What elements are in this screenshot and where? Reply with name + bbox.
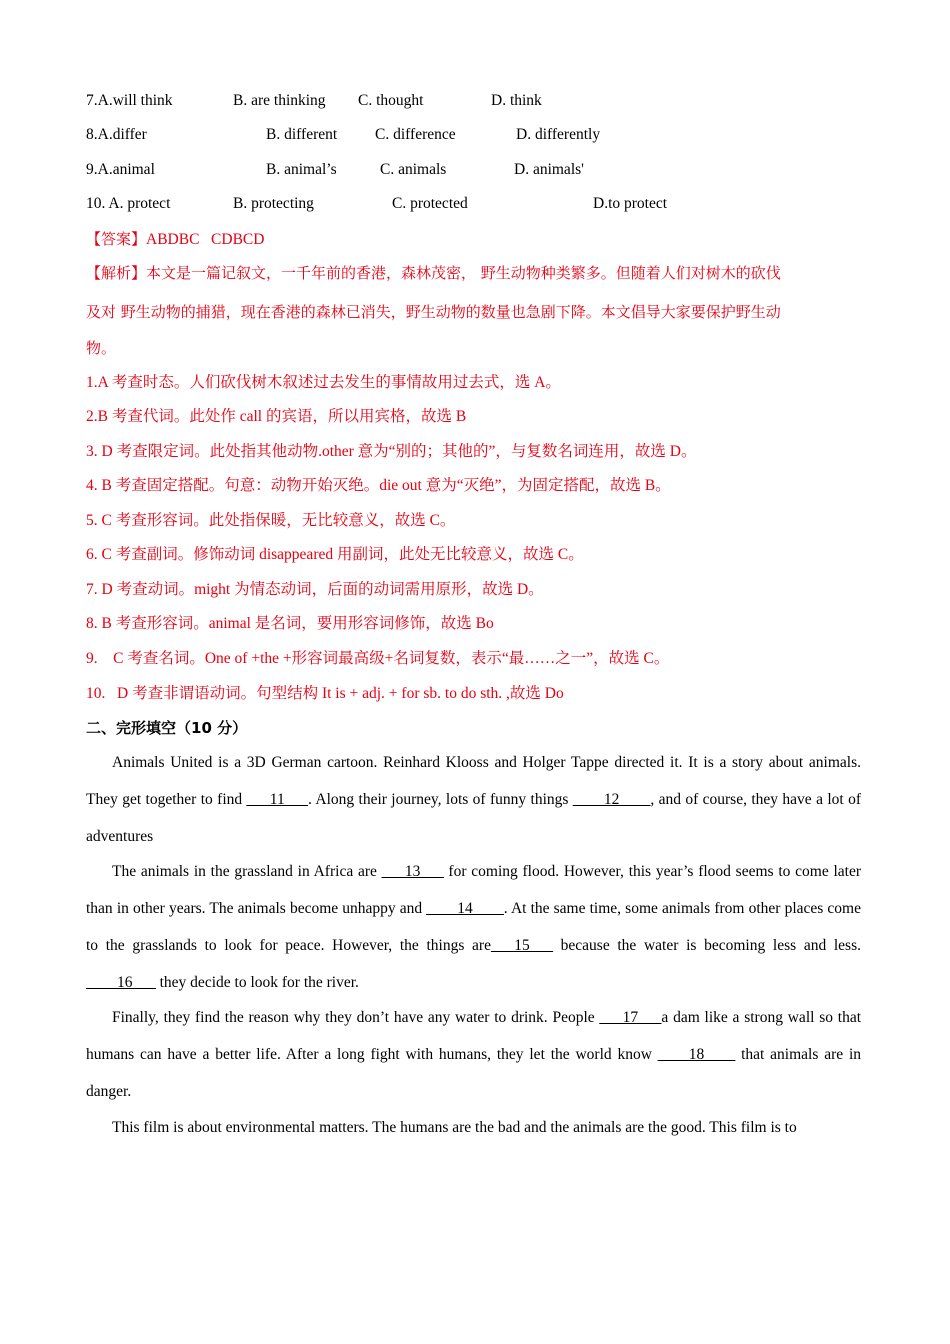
blank-18: ____18____ — [657, 1046, 736, 1063]
option-d: D. animals' — [514, 161, 584, 178]
explanation-10: 10. D 考查非谓语动词。句型结构 It is + adj. + for sb. to do sth. ,故选 Do — [86, 685, 564, 702]
passage-paragraph-1: Animals United is a 3D German cartoon. Reinhard Klooss and Holger Tappe directed it. It is a story about animals. They get together to find ___11___. Along their journey, lots of funny things ____12____, and of course, they have a lot of adventures — [86, 754, 861, 845]
explanation-6: 6. C 考查副词。修饰动词 disappeared 用副词，此处无比较意义，故选 C。 — [86, 546, 584, 563]
section-title: 二、完形填空（10 分） — [86, 719, 248, 737]
analysis-line-3: 物。 — [86, 339, 117, 357]
explanation-2: 2.B 考查代词。此处作 call 的宾语，所以用宾格，故选 B — [86, 408, 467, 425]
option-c: C. thought — [358, 92, 424, 109]
option-d: D. differently — [516, 126, 601, 143]
option-b: B. different — [266, 126, 338, 143]
explanation-4: 4. B 考查固定搭配。句意：动物开始灭绝。die out 意为“灭绝”，为固定搭配，故选 B。 — [86, 477, 671, 494]
passage-paragraph-4: This film is about environmental matters. The humans are the bad and the animals are the good. This film is to — [112, 1119, 797, 1136]
option-a: 10. A. protect — [86, 195, 171, 212]
option-d: D. think — [491, 92, 542, 109]
analysis-line-1: 【解析】本文是一篇记叙文，一千年前的香港，森林茂密， 野生动物种类繁多。但随着人们对树木的砍伐 — [86, 264, 781, 282]
answer-label: 【答案】 — [86, 230, 147, 248]
passage-paragraph-2: The animals in the grassland in Africa are ___13___ for coming flood. However, this year’s flood seems to come later than in other years. The animals become unhappy and ____14____. At the same time, some animals from other places come to the grasslands to look for peace. However, the things are___15___ because the water is becoming less and less. ____16___ they decide to look for the river. — [86, 863, 861, 991]
blank-17: ___17___ — [599, 1009, 662, 1026]
explanation-3: 3. D 考查限定词。此处指其他动物.other 意为“别的；其他的”，与复数名词连用，故选 D。 — [86, 443, 697, 460]
blank-13: ___13___ — [381, 863, 444, 880]
option-a: 9.A.animal — [86, 161, 155, 178]
option-a: 7.A.will think — [86, 92, 173, 109]
blank-12: ____12____ — [572, 791, 651, 808]
answer-key — [86, 229, 264, 250]
analysis-line-2: 及对 野生动物的捕猎，现在香港的森林已消失，野生动物的数量也急剧下降。本文倡导大家要保护野生动 — [86, 303, 781, 321]
option-b: B. are thinking — [233, 92, 326, 109]
blank-11: ___11___ — [246, 791, 308, 808]
answer-value: ABDBC CDBCD — [146, 231, 265, 248]
option-a: 8.A.differ — [86, 126, 147, 143]
blank-14: ____14____ — [426, 900, 504, 917]
explanation-7: 7. D 考查动词。might 为情态动词，后面的动词需用原形，故选 D。 — [86, 581, 544, 598]
option-b: B. animal’s — [266, 161, 337, 178]
option-b: B. protecting — [233, 195, 314, 212]
explanation-5: 5. C 考查形容词。此处指保暖，无比较意义，故选 C。 — [86, 512, 456, 529]
explanation-1: 1.A 考查时态。人们砍伐树木叙述过去发生的事情故用过去式，选 A。 — [86, 374, 561, 391]
passage-paragraph-3: Finally, they find the reason why they don’t have any water to drink. People ___17___a dam like a strong wall so that humans can have a better life. After a long fight with humans, they let the world know ____18____ that animals are in danger. — [86, 1009, 862, 1100]
option-d: D.to protect — [593, 195, 668, 212]
blank-15: ___15___ — [490, 937, 553, 954]
option-c: C. protected — [392, 195, 468, 212]
option-c: C. animals — [380, 161, 447, 178]
option-c: C. difference — [375, 126, 456, 143]
explanation-9: 9. C 考查名词。One of +the +形容词最高级+名词复数，表示“最……之一”，故选 C。 — [86, 650, 670, 667]
analysis-label: 【解析】 — [86, 264, 147, 282]
explanation-8: 8. B 考查形容词。animal 是名词，要用形容词修饰，故选 Bo — [86, 615, 494, 632]
blank-16: ____16___ — [86, 974, 156, 991]
